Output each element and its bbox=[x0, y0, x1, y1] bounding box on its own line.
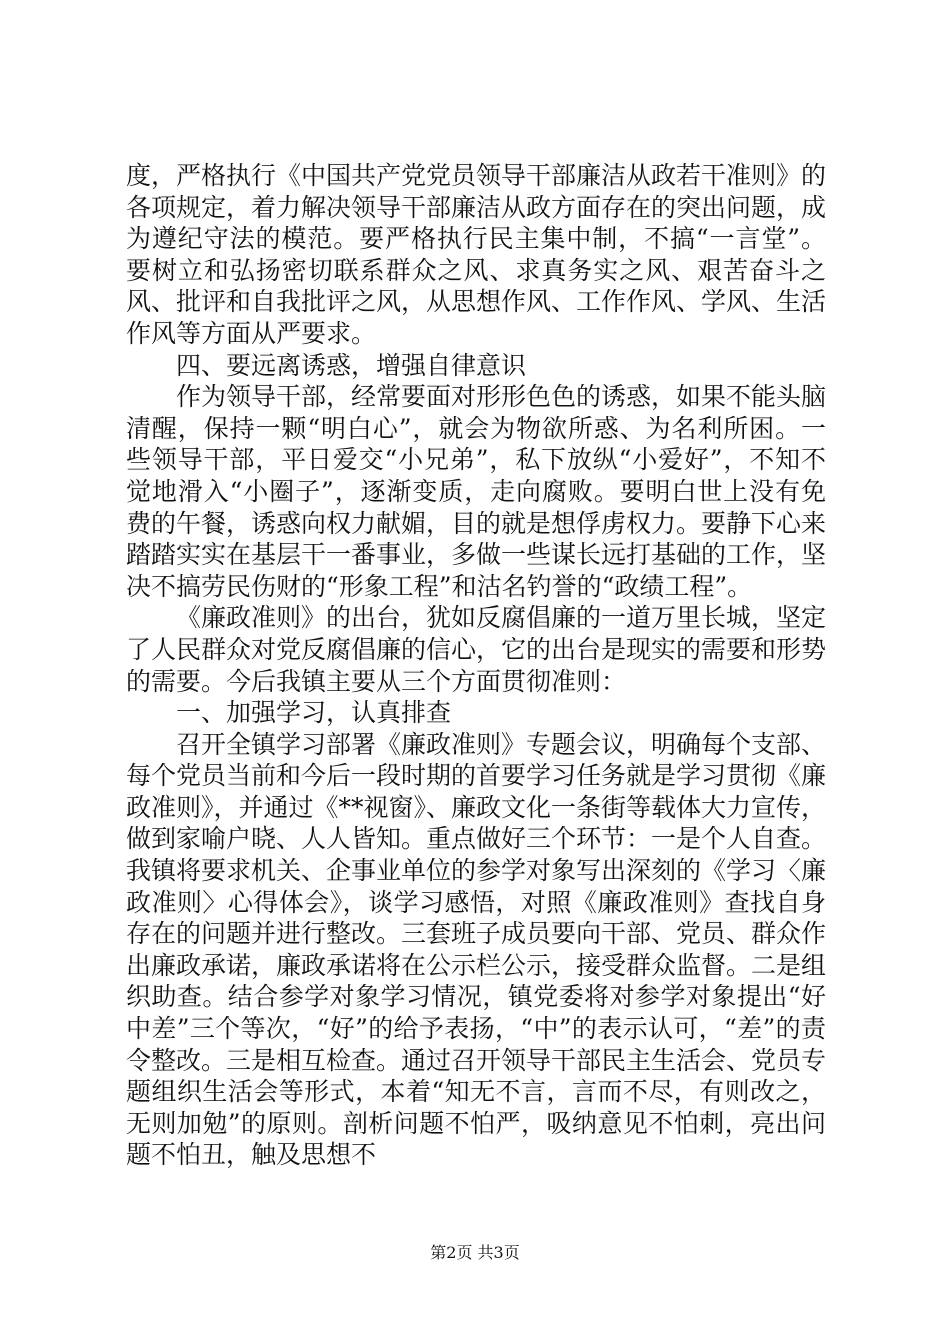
paragraph-study-review: 召开全镇学习部署《廉政准则》专题会议，明确每个支部、每个党员当前和今后一段时期的首要学习任务就是学习贯彻《廉政准则》，并通过《**视窗》、廉政文化一条街等载体大力宣传，做到家喻户晓、人人皆知。重点做好三个环节：一是个人自查。我镇将要求机关、企事业单位的参学对象写出深刻的《学习〈廉政准则〉心得体会》，谈学习感悟，对照《廉政准则》查找自身存在的问题并进行整改。三套班子成员要向干部、党员、群众作出廉政承诺，廉政承诺将在公示栏公示，接受群众监督。二是组织助查。结合参学对象学习情况，镇党委将对参学对象提出“好中差”三个等次，“好”的给予表扬，“中”的表示认可，“差”的责令整改。三是相互检查。通过召开领导干部民主生活会、党员专题组织生活会等形式，本着“知无不言，言而不尽，有则改之，无则加勉”的原则。剖析问题不怕严，吸纳意见不怕刺，亮出问题不怕丑，触及思想不 bbox=[126, 729, 827, 1170]
page-number-footer: 第2页 共3页 bbox=[430, 1243, 520, 1262]
document-body bbox=[126, 160, 826, 1171]
section-heading-1: 一、加强学习，认真排查 bbox=[176, 698, 452, 728]
paragraph-continuation: 度，严格执行《中国共产党党员领导干部廉洁从政若干准则》的各项规定，着力解决领导干部廉洁从政方面存在的突出问题，成为遵纪守法的模范。要严格执行民主集中制，不搞“一言堂”。要树立和弘扬密切联系群众之风、求真务实之风、艰苦奋斗之风、批评和自我批评之风，从思想作风、工作作风、学风、生活作风等方面从严要求。 bbox=[126, 161, 827, 348]
section-heading-4: 四、要远离诱惑，增强自律意识 bbox=[176, 350, 527, 380]
paragraph-guidelines-intro: 《廉政准则》的出台，犹如反腐倡廉的一道万里长城，坚定了人民群众对党反腐倡廉的信心，它的出台是现实的需要和形势的需要。今后我镇主要从三个方面贯彻准则： bbox=[126, 603, 827, 696]
paragraph-temptation: 作为领导干部，经常要面对形形色色的诱惑，如果不能头脑清醒，保持一颗“明白心”，就会为物欲所惑、为名利所困。一些领导干部，平日爱交“小兄弟”，私下放纵“小爱好”，不知不觉地滑入“小圈子”，逐渐变质，走向腐败。要明白世上没有免费的午餐，诱惑向权力献媚，目的就是想俘虏权力。要静下心来踏踏实实在基层干一番事业，多做一些谋长远打基础的工作，坚决不搞劳民伤财的“形象工程”和沽名钓誉的“政绩工程”。 bbox=[126, 382, 827, 601]
